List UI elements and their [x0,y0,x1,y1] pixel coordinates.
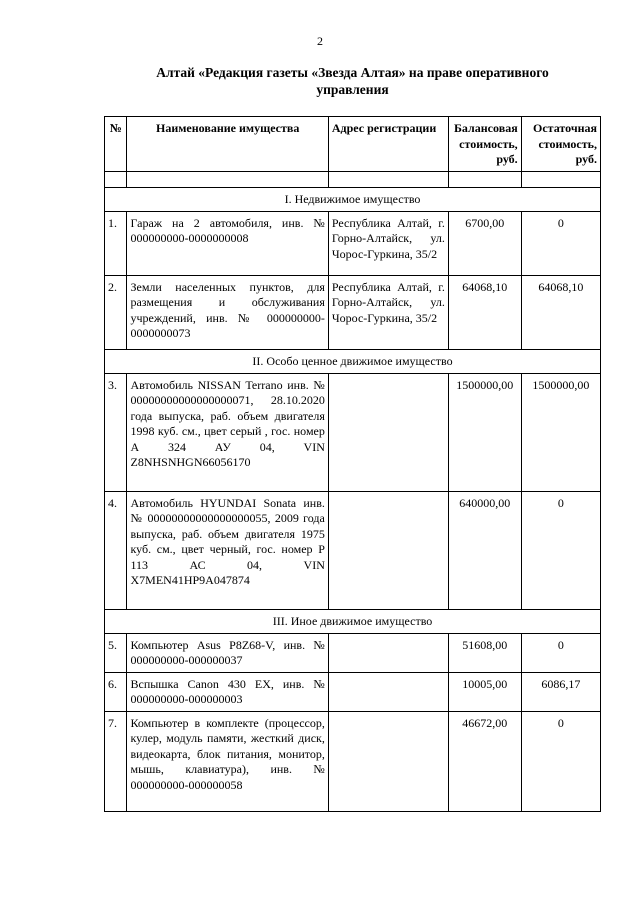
table-header-row [105,117,601,172]
document-title [105,64,600,98]
row-address: Республика Алтай, г. Горно-Алтайск, ул. Чорос-Гуркина, 35/2 [328,275,448,349]
row-balance: 1500000,00 [448,373,521,491]
row-residual: 6086,17 [521,672,600,711]
row-address [328,633,448,672]
row-residual: 0 [521,211,600,275]
table-row [105,373,601,491]
row-num: 6. [105,672,127,711]
row-num: 5. [105,633,127,672]
row-address [328,373,448,491]
row-name: Компьютер Asus P8Z68-V, инв. № 000000000-000000037 [127,633,328,672]
document-title-line-1: Алтай «Редакция газеты «Звезда Алтая» на праве оперативного [156,65,549,80]
section-row [105,609,601,633]
section-title: I. Недвижимое имущество [105,187,601,211]
header-name: Наименование имущества [127,117,328,172]
row-name: Вспышка Canon 430 EX, инв. № 000000000-000000003 [127,672,328,711]
row-residual: 0 [521,633,600,672]
row-balance: 64068,10 [448,275,521,349]
row-residual: 1500000,00 [521,373,600,491]
page-number: 2 [317,34,323,48]
row-num: 1. [105,211,127,275]
row-residual: 0 [521,491,600,609]
row-name: Автомобиль NISSAN Terrano инв. № 00000000000000000071, 28.10.2020 года выпуска, раб. объем двигателя 1998 куб. см., цвет серый , гос. номер А 324 АУ 04, VIN Z8NHSNHGN66056170 [127,373,328,491]
row-balance: 6700,00 [448,211,521,275]
table-row [105,491,601,609]
table-row [105,275,601,349]
section-title: II. Особо ценное движимое имущество [105,349,601,373]
row-balance: 51608,00 [448,633,521,672]
header-residual: Остаточная стоимость, руб. [521,117,600,172]
row-name: Земли населенных пунктов, для размещения и обслуживания учреждений, инв. № 000000000-0000000073 [127,275,328,349]
section-title: III. Иное движимое имущество [105,609,601,633]
row-residual: 64068,10 [521,275,600,349]
document-title-line-2: управления [316,82,389,97]
table-row [105,633,601,672]
row-residual: 0 [521,711,600,811]
header-address: Адрес регистрации [328,117,448,172]
row-address [328,672,448,711]
row-address [328,711,448,811]
row-num: 2. [105,275,127,349]
row-name: Автомобиль HYUNDAI Sonata инв. № 00000000000000000055, 2009 года выпуска, раб. объем двигателя 1975 куб. см., цвет черный, гос. номер Р 113 АС 04, VIN X7MEN41HP9A047874 [127,491,328,609]
header-num: № [105,117,127,172]
section-row [105,187,601,211]
header-balance: Балансовая стоимость, руб. [448,117,521,172]
row-num: 7. [105,711,127,811]
section-row [105,349,601,373]
table-row [105,672,601,711]
property-table [104,116,601,812]
row-address: Республика Алтай, г. Горно-Алтайск, ул. Чорос-Гуркина, 35/2 [328,211,448,275]
row-name: Гараж на 2 автомобиля, инв. № 000000000-0000000008 [127,211,328,275]
row-name: Компьютер в комплекте (процессор, кулер, модуль памяти, жесткий диск, видеокарта, блок питания, монитор, мышь, клавиатура), инв. № 000000000-000000058 [127,711,328,811]
table-row [105,211,601,275]
row-address [328,491,448,609]
row-num: 4. [105,491,127,609]
row-balance: 46672,00 [448,711,521,811]
row-num: 3. [105,373,127,491]
table-row [105,711,601,811]
row-balance: 640000,00 [448,491,521,609]
row-balance: 10005,00 [448,672,521,711]
spacer-row [105,171,601,187]
